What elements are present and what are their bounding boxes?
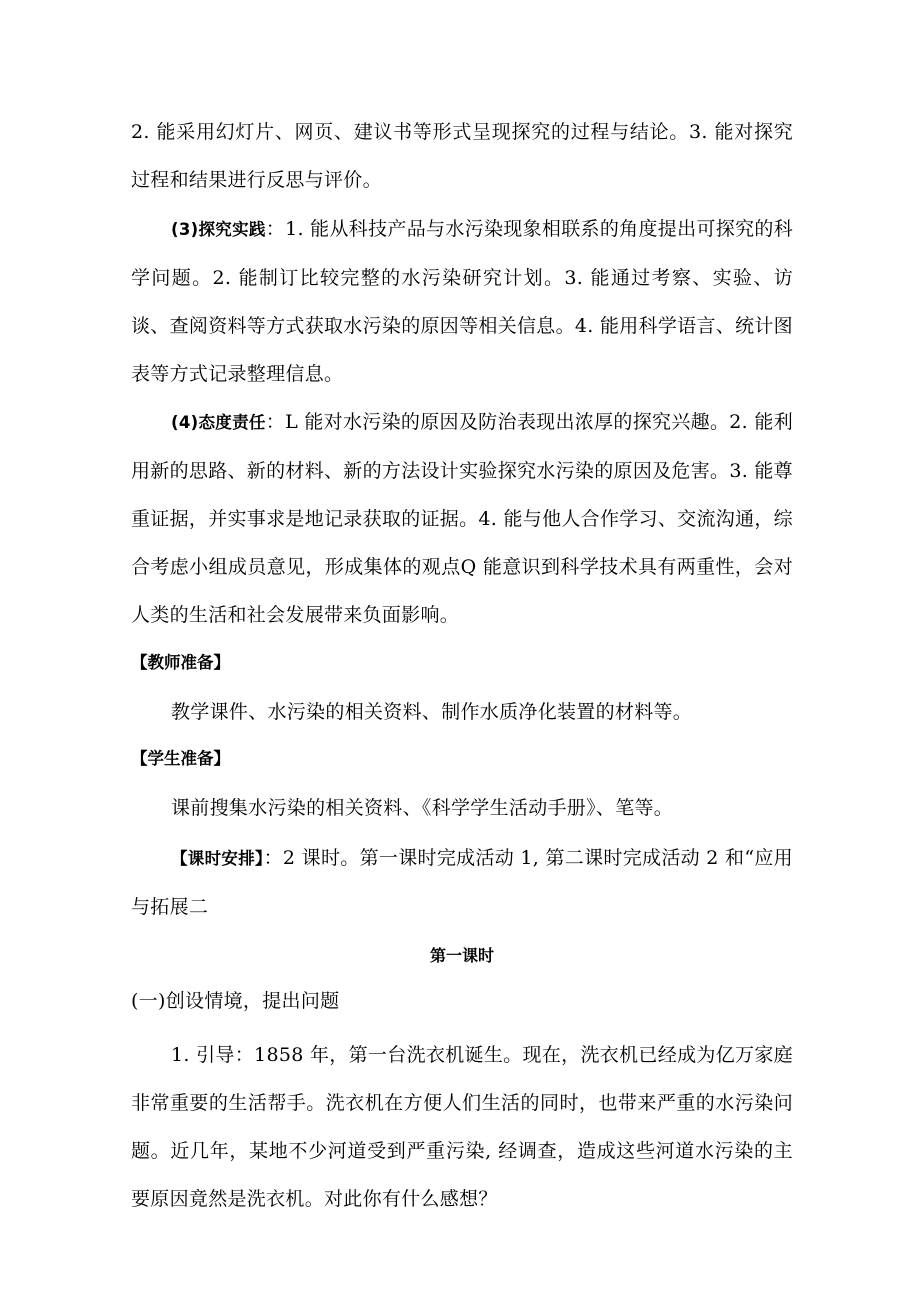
- inquiry-practice-text: ：1. 能从科技产品与水污染现象相联系的角度提出可探究的科学问题。2. 能制订比较完整的水污染研究计划。3. 能通过考察、实验、访谈、查阅资料等方式获取水污染的原因等相关信息。4. 能用科学语言、统计图表等方式记录整理信息。: [131, 218, 793, 385]
- lesson-title: 第一课时: [429, 946, 494, 965]
- attitude-responsibility-text: ：L 能对水污染的原因及防治表现出浓厚的探究兴趣。2. 能利用新的思路、新的材料、新的方法设计实验探究水污染的原因及危害。3. 能尊重证据，并实事求是地记录获取的证据。4. 能与他人合作学习、交流沟通，综合考虑小组成员意见，形成集体的观点Q 能意识到科学技术具有两重性，会对人类的生活和社会发展带来负面影响。: [131, 411, 793, 626]
- paragraph-inquiry-practice: [131, 205, 793, 398]
- paragraph-introduction: 1. 引导：1858 年，第一台洗衣机诞生。现在，洗衣机已经成为亿万家庭非常重要的生活帮手。洗衣机在方便人们生活的同时，也带来严重的水污染问题。近几年，某地不少河道受到严重污染, 经调查，造成这些河道水污染的主要原因竟然是洗衣机。对此你有什么感想？: [131, 1044, 793, 1210]
- schedule-text: ：2 课时。第一课时完成活动 1, 第二课时完成活动 2 和“应用与拓展二: [131, 847, 793, 918]
- student-prep-text: 课前搜集水污染的相关资料、《科学学生活动手册》、笔等。: [171, 797, 674, 819]
- paragraph-schedule: [131, 834, 793, 931]
- student-prep-heading: 【学生准备】: [131, 749, 230, 768]
- teacher-prep-heading: 【教师准备】: [131, 653, 230, 672]
- inquiry-practice-label: (3)探究实践: [171, 220, 266, 239]
- paragraph-presentation-goals: 2. 能采用幻灯片、网页、建议书等形式呈现探究的过程与结论。3. 能对探究过程和结果进行反思与评价。: [131, 121, 793, 191]
- teacher-prep-text: 教学课件、水污染的相关资料、制作水质净化装置的材料等。: [171, 701, 693, 723]
- paragraph-attitude-responsibility: [131, 398, 793, 639]
- attitude-responsibility-label: (4)态度责任: [171, 413, 266, 432]
- section-title: (一)创设情境，提出问题: [131, 990, 340, 1012]
- schedule-label: 【课时安排】: [171, 849, 264, 868]
